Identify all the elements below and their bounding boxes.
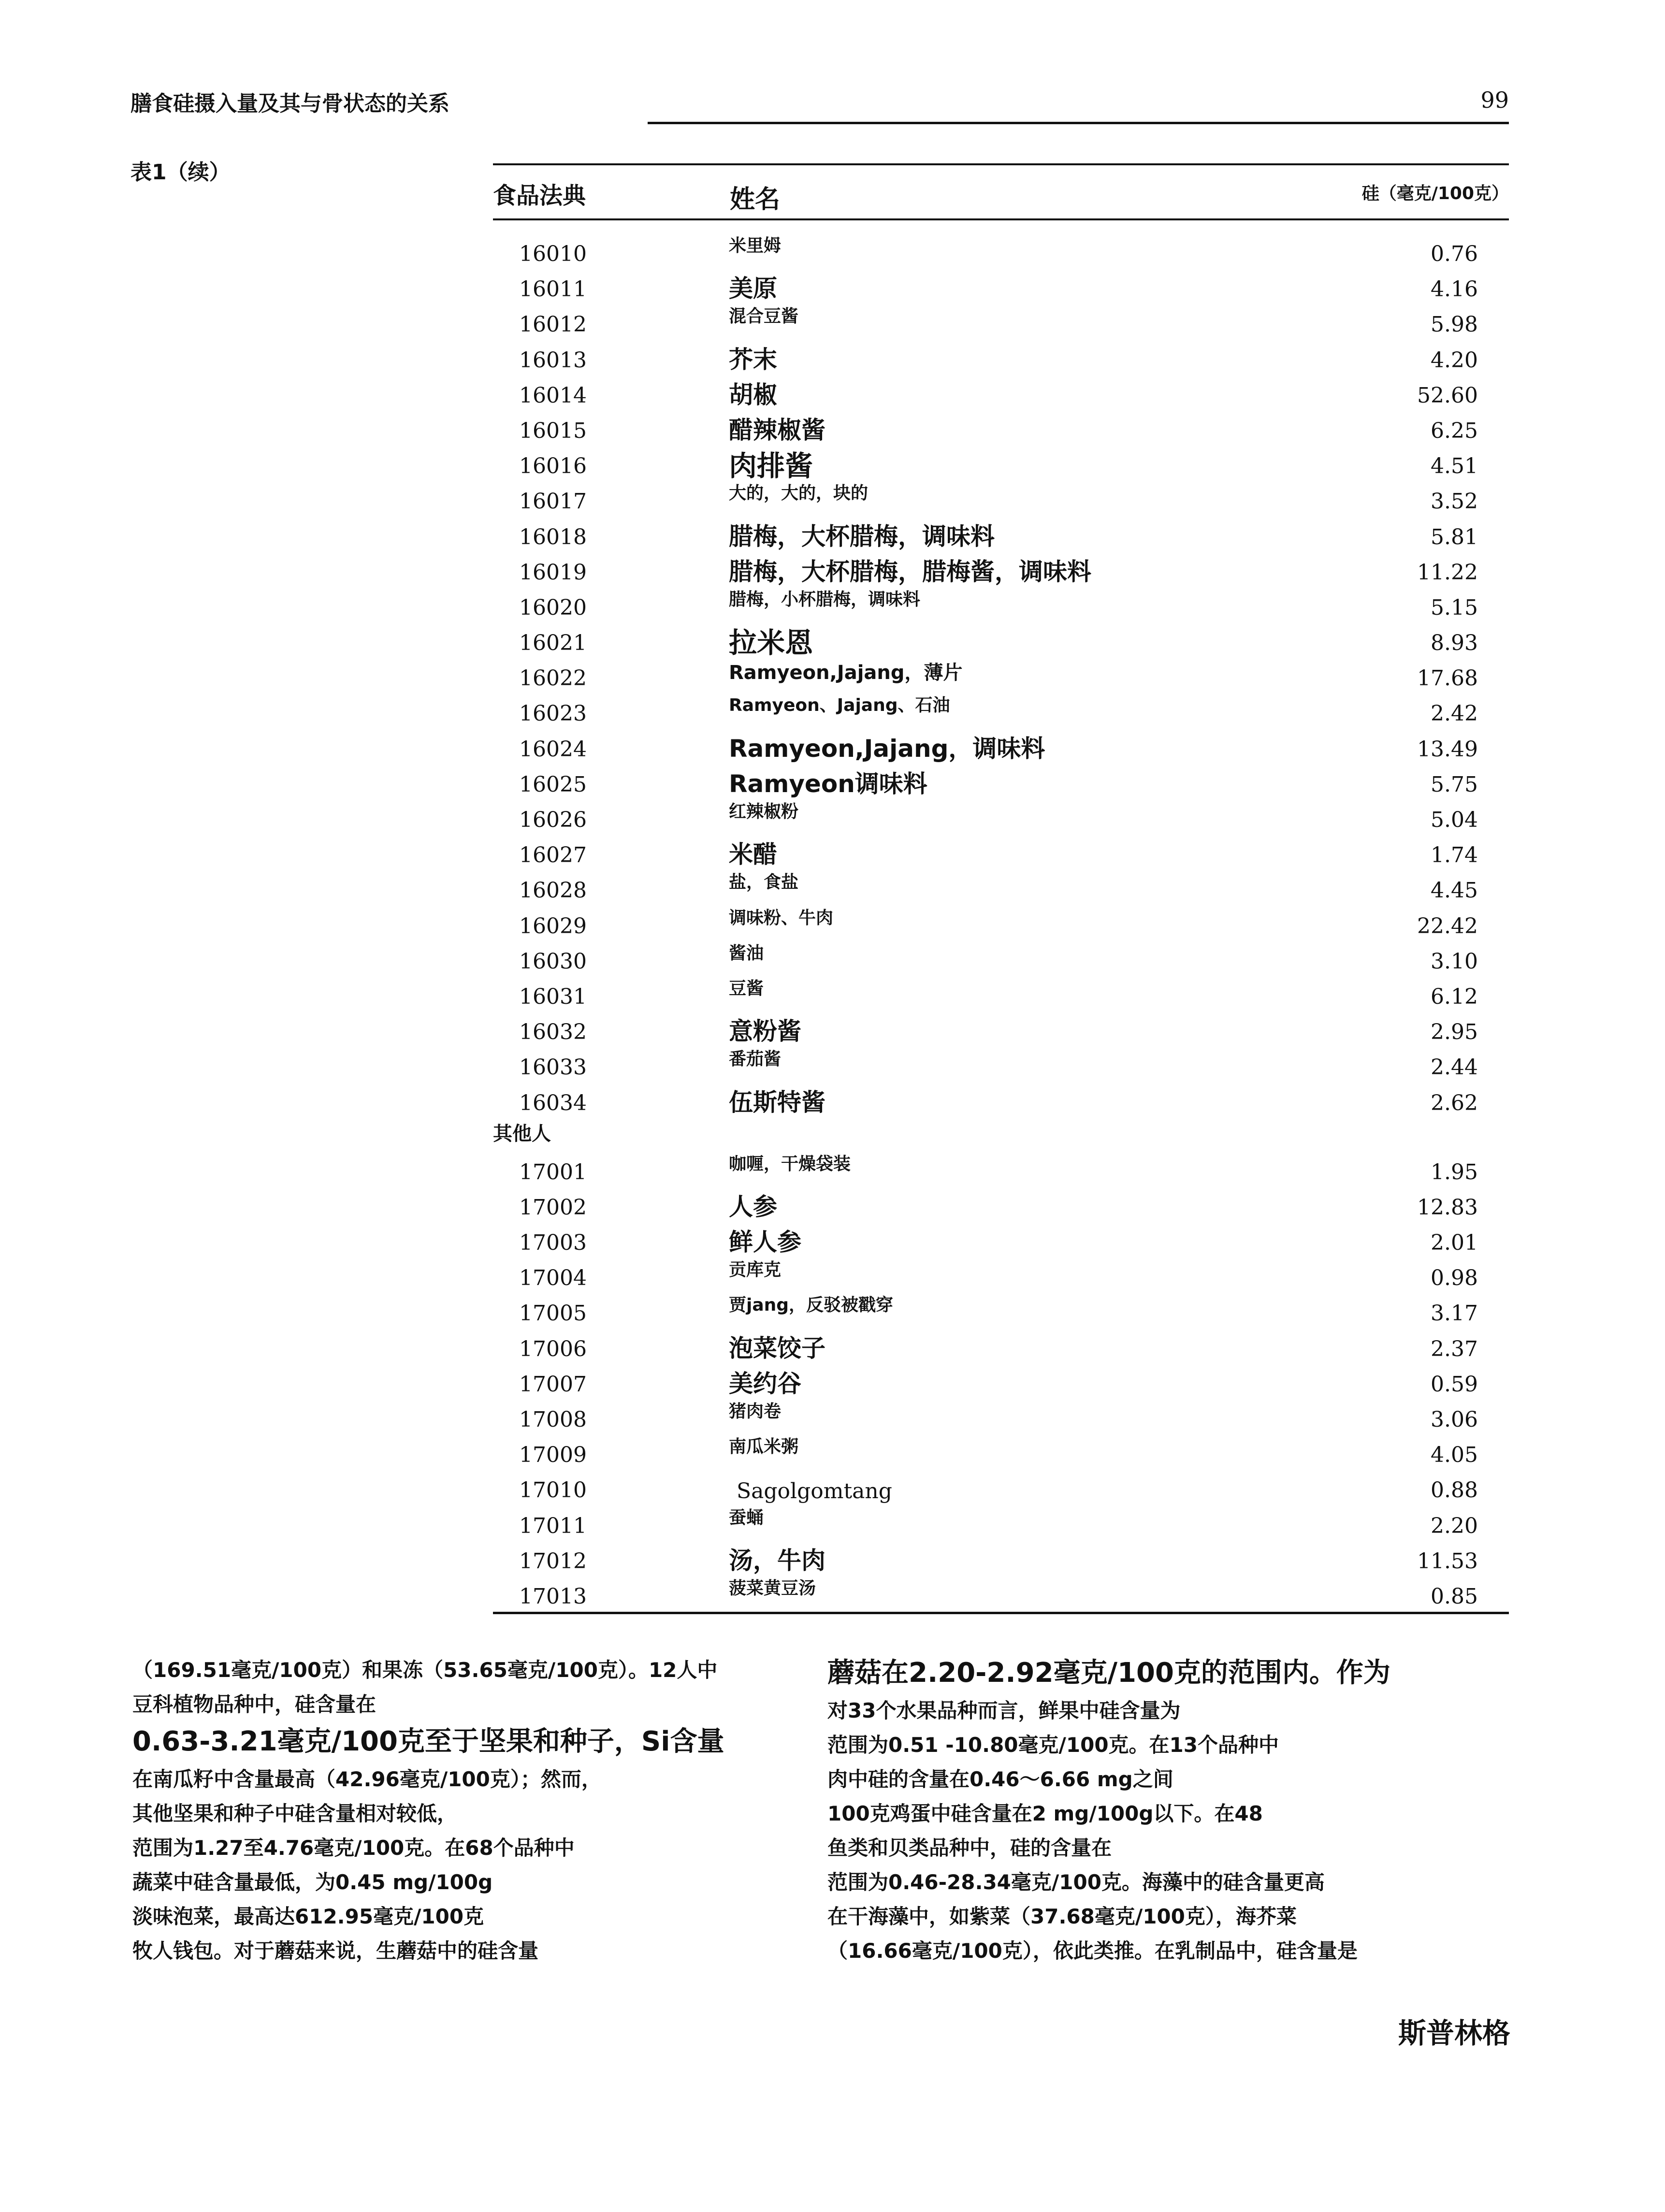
table-row [493, 230, 1509, 265]
table-row [493, 301, 1509, 336]
silicon-value: 17.68 [1417, 666, 1478, 691]
silicon-value: 0.98 [1431, 1266, 1478, 1291]
table-row [493, 1431, 1509, 1466]
table-row [493, 336, 1509, 372]
silicon-value: 4.20 [1431, 347, 1478, 373]
body-text-line: （169.51毫克/100克）和果冻（53.65毫克/100克）。12人中 [132, 1658, 718, 1682]
food-name: 泡菜饺子 [729, 1334, 825, 1362]
body-text-line: 蘑菇在2.20-2.92毫克/100克的范围内。作为 [827, 1657, 1390, 1689]
food-name: 腊梅，小杯腊梅，调味料 [729, 589, 921, 609]
silicon-value: 4.51 [1431, 454, 1478, 479]
food-code: 16022 [519, 666, 587, 691]
silicon-value: 4.05 [1431, 1443, 1478, 1468]
food-code: 16031 [519, 984, 587, 1009]
table-row [493, 477, 1509, 513]
food-code: 16027 [519, 843, 587, 868]
table-label: 表1（续） [130, 160, 231, 185]
table-row [493, 1148, 1509, 1184]
food-code: 17006 [519, 1336, 587, 1361]
column-header-name: 姓名 [730, 185, 781, 214]
table-row [493, 1396, 1509, 1431]
food-name: 南瓜米粥 [729, 1437, 799, 1457]
food-name: 调味粉、牛肉 [729, 908, 834, 928]
table-row [493, 973, 1509, 1008]
silicon-value: 5.15 [1431, 595, 1478, 620]
body-text-line: 鱼类和贝类品种中，硅的含量在 [827, 1836, 1112, 1860]
body-text-line: 蔬菜中硅含量最低，为0.45 mg/100g [132, 1870, 493, 1894]
table-row [493, 654, 1509, 690]
food-name: 拉米恩 [729, 626, 813, 660]
food-name: 米醋 [729, 840, 777, 869]
food-name: 伍斯特酱 [729, 1088, 825, 1116]
body-text-line: 豆科植物品种中，硅含量在 [132, 1692, 376, 1716]
body-text-line: 淡味泡菜，最高达612.95毫克/100克 [132, 1905, 484, 1928]
silicon-value: 1.74 [1431, 843, 1478, 868]
table-row [493, 796, 1509, 831]
food-name: 意粉酱 [729, 1017, 801, 1046]
food-code: 16028 [519, 878, 587, 903]
food-code: 16016 [519, 454, 587, 479]
food-code: 16026 [519, 808, 587, 832]
food-name: 盐，食盐 [729, 872, 799, 893]
table-row [493, 831, 1509, 867]
body-text-line: 肉中硅的含量在0.46～6.66 mg之间 [827, 1767, 1173, 1791]
silicon-value: 2.42 [1431, 701, 1478, 726]
page-header [130, 86, 1509, 125]
silicon-value: 1.95 [1431, 1159, 1478, 1185]
food-code: 16025 [519, 772, 587, 797]
table-row [493, 1008, 1509, 1046]
silicon-value: 52.60 [1417, 383, 1478, 408]
silicon-value: 22.42 [1417, 913, 1478, 939]
food-code: 16024 [519, 737, 587, 762]
food-code: 16013 [519, 347, 587, 373]
food-name: 胡椒 [729, 380, 777, 409]
table-row [493, 1043, 1509, 1079]
table-body [493, 220, 1509, 1608]
body-text-line: 100克鸡蛋中硅含量在2 mg/100g以下。在48 [827, 1802, 1263, 1825]
table-row [493, 1219, 1509, 1257]
food-code: 17010 [519, 1478, 587, 1503]
column-header-code: 食品法典 [493, 182, 586, 209]
table-row [493, 1573, 1509, 1608]
food-name: 美约谷 [729, 1369, 801, 1398]
silicon-value: 12.83 [1417, 1195, 1478, 1220]
food-name: 混合豆酱 [729, 306, 799, 327]
table-row [493, 690, 1509, 725]
food-code: 17003 [519, 1230, 587, 1256]
silicon-table [493, 163, 1509, 1614]
silicon-value: 4.16 [1431, 277, 1478, 302]
food-code: 16017 [519, 489, 587, 514]
silicon-value: 5.75 [1431, 772, 1478, 797]
silicon-value: 0.88 [1431, 1478, 1478, 1503]
table-bottom-rule [493, 1612, 1509, 1614]
table-row [493, 1466, 1509, 1502]
food-code: 16019 [519, 560, 587, 585]
body-text-line: 在南瓜籽中含量最高（42.96毫克/100克）；然而， [132, 1767, 602, 1791]
silicon-value: 8.93 [1431, 631, 1478, 656]
body-text-line: 范围为0.51 -10.80毫克/100克。在13个品种中 [827, 1733, 1279, 1757]
food-code: 16023 [519, 701, 587, 726]
body-text-line: 牧人钱包。对于蘑菇来说，生蘑菇中的硅含量 [132, 1939, 539, 1963]
food-name: 红辣椒粉 [729, 802, 799, 822]
food-code: 17011 [519, 1513, 587, 1538]
table-row [493, 584, 1509, 619]
body-text-right-column [827, 1653, 1504, 1968]
food-code: 17001 [519, 1159, 587, 1185]
table-row [493, 407, 1509, 442]
silicon-value: 4.45 [1431, 878, 1478, 903]
food-code: 16021 [519, 631, 587, 656]
silicon-value: 0.59 [1431, 1372, 1478, 1397]
food-code: 17012 [519, 1548, 587, 1574]
food-code: 17007 [519, 1372, 587, 1397]
silicon-value: 0.76 [1431, 242, 1478, 266]
silicon-value: 2.01 [1431, 1230, 1478, 1256]
table-row [493, 619, 1509, 660]
food-name: 腊梅，大杯腊梅，腊梅酱，调味料 [729, 557, 1091, 586]
food-name: 人参 [729, 1192, 777, 1221]
food-name: Sagolgomtang [737, 1479, 892, 1504]
column-header-si: 硅（毫克/100克） [1361, 184, 1509, 203]
food-code: 16032 [519, 1020, 587, 1045]
food-name: Ramyeon,Jajang，调味料 [729, 734, 1045, 763]
silicon-value: 3.17 [1431, 1301, 1478, 1326]
table-row [493, 938, 1509, 973]
body-text-line: 0.63-3.21毫克/100克至于坚果和种子，Si含量 [132, 1726, 724, 1757]
food-code: 16011 [519, 277, 587, 302]
silicon-value: 13.49 [1417, 737, 1478, 762]
food-code: 16015 [519, 418, 587, 443]
table-header-row [493, 165, 1509, 218]
food-code: 16029 [519, 913, 587, 939]
table-row [493, 549, 1509, 584]
food-name: 米里姆 [729, 236, 782, 256]
food-code: 16034 [519, 1090, 587, 1115]
table-row [493, 725, 1509, 761]
silicon-value: 5.04 [1431, 808, 1478, 832]
silicon-value: 2.44 [1431, 1055, 1478, 1080]
food-name: 猪肉卷 [729, 1402, 782, 1421]
silicon-value: 11.22 [1417, 560, 1478, 585]
food-code: 16033 [519, 1055, 587, 1080]
silicon-value: 6.12 [1431, 984, 1478, 1009]
table-row [493, 1502, 1509, 1537]
food-code: 16018 [519, 524, 587, 549]
silicon-value: 0.85 [1431, 1584, 1478, 1609]
food-name: 番茄酱 [729, 1049, 782, 1070]
section-label: 其他人 [493, 1122, 551, 1145]
food-name: 醋辣椒酱 [729, 416, 825, 444]
food-name: Ramyeon调味料 [729, 769, 927, 798]
header-rule [648, 122, 1509, 124]
food-name: 鲜人参 [729, 1228, 801, 1257]
body-text-left-column [132, 1653, 843, 1968]
table-row [493, 1360, 1509, 1396]
food-name: 豆酱 [729, 978, 764, 998]
page-number: 99 [1480, 87, 1509, 113]
food-name: 菠菜黄豆汤 [729, 1578, 816, 1598]
food-name: Ramyeon、Jajang、石油 [729, 695, 950, 716]
food-name: 贾jang，反驳被戳穿 [729, 1295, 894, 1316]
silicon-value: 3.06 [1431, 1407, 1478, 1432]
running-title: 膳食硅摄入量及其与骨状态的关系 [130, 91, 449, 116]
silicon-value: 11.53 [1417, 1548, 1478, 1574]
table-row [493, 1184, 1509, 1219]
table-row [493, 867, 1509, 902]
body-text-line: 在干海藻中，如紫菜（37.68毫克/100克），海芥菜 [827, 1905, 1297, 1928]
silicon-value: 5.81 [1431, 524, 1478, 549]
body-text-line: 范围为1.27至4.76毫克/100克。在68个品种中 [132, 1836, 575, 1860]
food-code: 17002 [519, 1195, 587, 1220]
silicon-value: 2.62 [1431, 1090, 1478, 1115]
food-name: 肉排酱 [729, 449, 813, 483]
food-code: 16010 [519, 242, 587, 266]
food-name: 咖喱，干燥袋装 [729, 1154, 851, 1174]
silicon-value: 3.10 [1431, 949, 1478, 974]
table-row [493, 513, 1509, 549]
food-name: 汤，牛肉 [729, 1546, 825, 1575]
food-code: 16014 [519, 383, 587, 408]
body-text-line: 对33个水果品种而言，鲜果中硅含量为 [827, 1699, 1181, 1722]
table-row [493, 265, 1509, 301]
table-row [493, 1289, 1509, 1325]
food-code: 17004 [519, 1266, 587, 1291]
food-code: 16020 [519, 595, 587, 620]
publisher-name: 斯普林格 [1398, 2017, 1510, 2050]
section-row-other [493, 1114, 1509, 1148]
silicon-value: 5.98 [1431, 312, 1478, 337]
body-text-line: 其他坚果和种子中硅含量相对较低， [132, 1802, 458, 1825]
silicon-value: 2.95 [1431, 1020, 1478, 1045]
table-row [493, 372, 1509, 407]
food-name: 腊梅，大杯腊梅，调味料 [729, 522, 995, 550]
table-row [493, 902, 1509, 938]
body-text-line: 范围为0.46-28.34毫克/100克。海藻中的硅含量更高 [827, 1870, 1325, 1894]
food-code: 16030 [519, 949, 587, 974]
food-name: Ramyeon,Jajang，薄片 [729, 662, 963, 684]
food-code: 17009 [519, 1443, 587, 1468]
food-code: 17008 [519, 1407, 587, 1432]
silicon-value: 2.20 [1431, 1513, 1478, 1538]
food-code: 17013 [519, 1584, 587, 1609]
silicon-value: 2.37 [1431, 1336, 1478, 1361]
table-row [493, 761, 1509, 796]
body-text-line: （16.66毫克/100克），依此类推。在乳制品中，硅含量是 [827, 1939, 1358, 1963]
table-row [493, 1079, 1509, 1114]
food-code: 17005 [519, 1301, 587, 1326]
food-name: 大的，大的，块的 [729, 483, 869, 504]
food-name: 酱油 [729, 943, 764, 963]
food-name: 贡库克 [729, 1260, 782, 1280]
food-name: 芥末 [729, 345, 777, 374]
table-row [493, 442, 1509, 483]
silicon-value: 6.25 [1431, 418, 1478, 443]
food-name: 蚕蛹 [729, 1507, 764, 1528]
food-name: 美原 [729, 275, 777, 303]
table-row [493, 1325, 1509, 1360]
food-code: 16012 [519, 312, 587, 337]
table-row [493, 1537, 1509, 1573]
table-row [493, 1254, 1509, 1289]
silicon-value: 3.52 [1431, 489, 1478, 514]
